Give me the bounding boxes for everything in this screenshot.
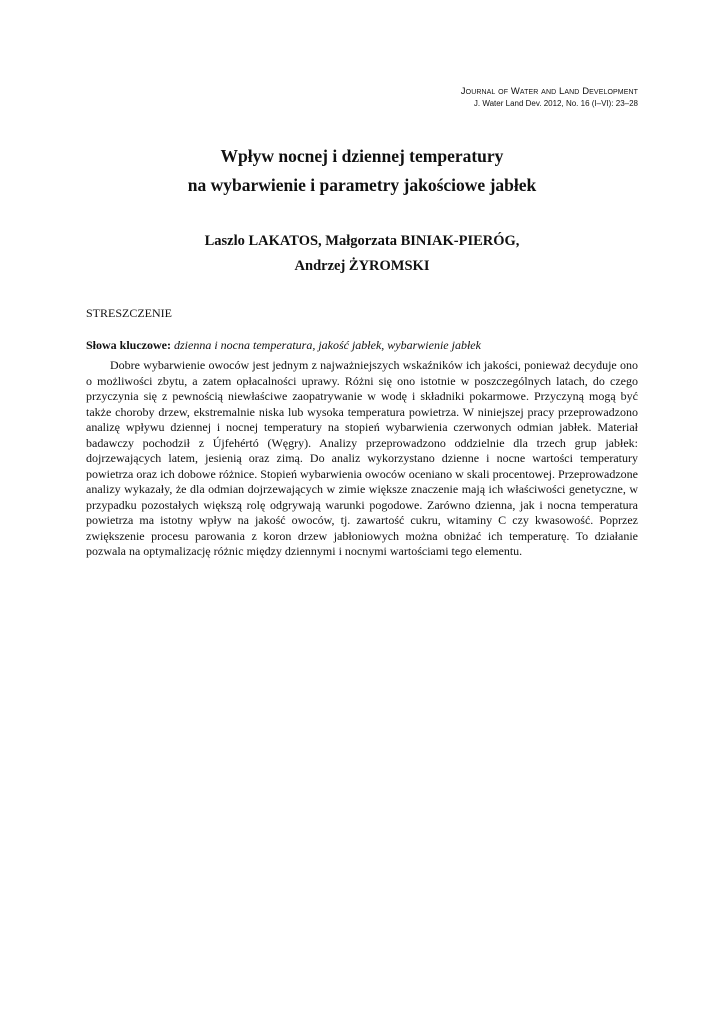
author-list	[86, 229, 638, 279]
abstract-heading: STRESZCZENIE	[86, 306, 172, 320]
journal-citation: J. Water Land Dev. 2012, No. 16 (I–VI): 23–28	[473, 99, 638, 108]
abstract-text: Dobre wybarwienie owoców jest jednym z najważniejszych wskaźników ich jakości, ponieważ decyduje ono o możliwości zbytu, a zatem opłacalności uprawy. Różni się ono istotnie w poszczególnych latach, do czego przyczynia się z pewnością niewłaściwe zaopatrywanie w wodę i składniki pokarmowe. Przyczyną mogą być także choroby drzew, ekstremalnie niska lub wysoka temperatura powietrza. W niniejszej pracy przeprowadzono analizę wpływu dziennej i nocnej temperatury na stopień wybarwienia czerwonych odmian jabłek. Materiał badawczy pochodził z Újfehértó (Węgry). Analizy przeprowadzono oddzielnie dla trzech grup jabłek: dojrzewających latem, jesienią oraz zimą. Do analiz wykorzystano dzienne i nocne wartości temperatury powietrza oraz ich dobowe różnice. Stopień wybarwienia owoców oceniano w skali procentowej. Przeprowadzone analizy wykazały, że dla odmian dojrzewających w zimie większe znaczenie mają ich właściwości genetyczne, w przypadku pozostałych większą rolę odgrywają warunki pogodowe. Zarówno dzienna, jak i nocna temperatura powietrza ma istotny wpływ na jakość owoców, tj. zawartość cukru, witaminy C czy kwasowość. Poprzez zwiększenie procesu parowania z koron drzew jabłoniowych można obniżać ich temperaturę. To działanie pozwala na optymalizację różnic między dziennymi i nocnymi wartościami tego elementu.	[86, 358, 638, 558]
journal-name: Journal of Water and Land Development	[460, 86, 638, 97]
paper-title-line-2: na wybarwienie i parametry jakościowe jabłek	[187, 175, 537, 195]
paper-title	[86, 142, 638, 200]
keywords-text: dzienna i nocna temperatura, jakość jabłek, wybarwienie jabłek	[174, 338, 481, 352]
paper-title-line-1: Wpływ nocnej i dziennej temperatury	[220, 146, 504, 166]
keywords-line	[86, 338, 638, 353]
author-line-1: Laszlo LAKATOS, Małgorzata BINIAK-PIERÓG,	[204, 233, 520, 249]
keywords-label: Słowa kluczowe:	[86, 338, 174, 352]
journal-header	[461, 86, 638, 110]
author-line-2: Andrzej ŻYROMSKI	[294, 258, 430, 274]
